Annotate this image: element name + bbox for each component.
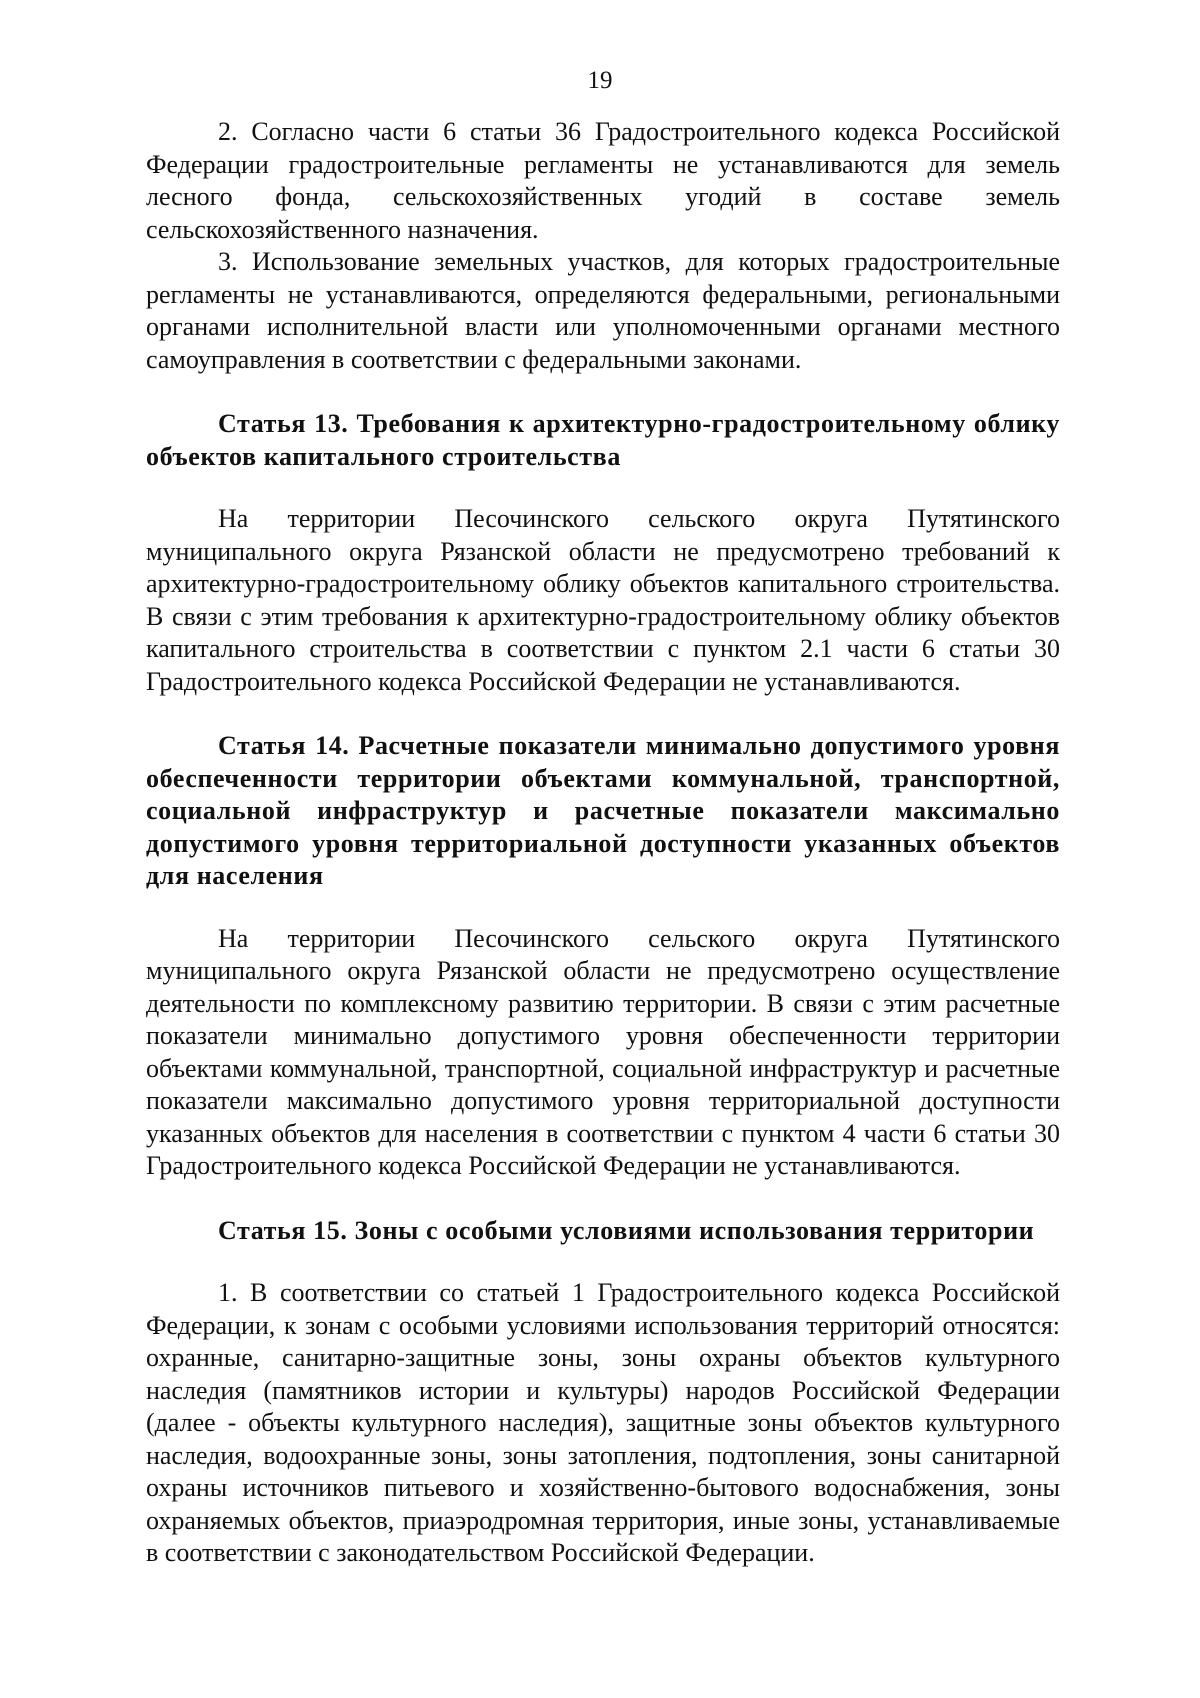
- page-number: 19: [587, 67, 613, 94]
- paragraph-article12-part2: 2. Согласно части 6 статьи 36 Градостроительного кодекса Российской Федерации градостроительные регламенты не устанавливаются для земель лесного фонда, сельскохозяйственных угодий в составе земель сельскохозяйственного назначения.: [146, 117, 1060, 244]
- article15-heading: Статья 15. Зоны с особыми условиями использования территории: [218, 1215, 1035, 1245]
- article14-paragraph: На территории Песочинского сельского округа Путятинского муниципального округа Рязанской области не предусмотрено осуществление деятельности по комплексному развитию территории. В связи с этим расчетные показатели минимально допустимого уровня обеспеченности территории объектами коммунальной, транспортной, социальной инфраструктур и расчетные показатели максимально допустимого уровня территориальной доступности указанных объектов для населения в соответствии с пунктом 4 части 6 статьи 30 Градостроительного кодекса Российской Федерации не устанавливаются.: [146, 923, 1060, 1180]
- document-body: [146, 116, 1060, 1570]
- article13-heading: Статья 13. Требования к архитектурно-градостроительному облику объектов капитального строительства: [146, 409, 1060, 471]
- article15-paragraph: 1. В соответствии со статьей 1 Градостроительного кодекса Российской Федерации, к зонам с особыми условиями использования территорий относятся: охранные, санитарно-защитные зоны, зоны охраны объектов культурного наследия (памятников истории и культуры) народов Российской Федерации (далее - объекты культурного наследия), защитные зоны объектов культурного наследия, водоохранные зоны, зоны затопления, подтопления, зоны санитарной охраны источников питьевого и хозяйственно-бытового водоснабжения, зоны охраняемых объектов, приаэродромная территория, иные зоны, устанавливаемые в соответствии с законодательством Российской Федерации.: [146, 1278, 1060, 1567]
- article13-paragraph: На территории Песочинского сельского округа Путятинского муниципального округа Рязанской области не предусмотрено требований к архитектурно-градостроительному облику объектов капитального строительства. В связи с этим требования к архитектурно-градостроительному облику объектов капитального строительства в соответствии с пунктом 2.1 части 6 статьи 30 Градостроительного кодекса Российской Федерации не устанавливаются.: [146, 504, 1060, 696]
- article14-heading: Статья 14. Расчетные показатели минимально допустимого уровня обеспеченности территории объектами коммунальной, транспортной, социальной инфраструктур и расчетные показатели максимально допустимого уровня территориальной доступности указанных объектов для населения: [146, 731, 1060, 890]
- paragraph-article12-part3: 3. Использование земельных участков, для которых градостроительные регламенты не устанавливаются, определяются федеральными, региональными органами исполнительной власти или уполномоченными органами местного самоуправления в соответствии с федеральными законами.: [146, 247, 1060, 374]
